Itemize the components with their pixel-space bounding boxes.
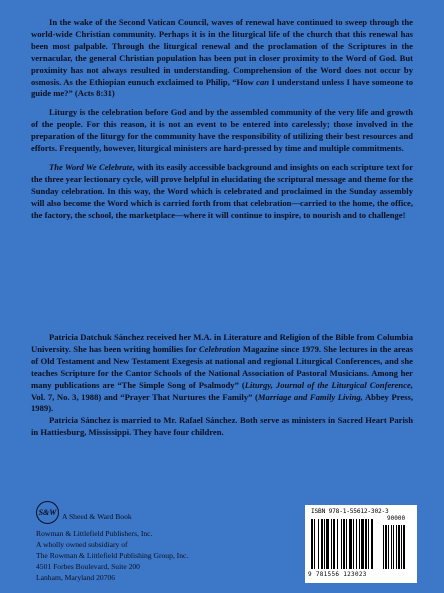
- description-paragraph-2: Liturgy is the celebration before God and by the assembled community of the very life and growth of the people. For this reason, it is not an event to be entered into carelessly; those involved in the preparation of the liturgy for the community have the responsibility of utilizing their best resources and efforts. Frequently, however, liturgical ministers are hard-pressed by time and multiple commitments.: [31, 107, 413, 154]
- description-paragraph-1: [31, 17, 413, 100]
- publisher-city: Lanham, Maryland 20706: [36, 573, 116, 582]
- description-text: I understand unless I have someone to guide me?” (Acts 8:31): [31, 76, 413, 99]
- description-paragraph-3: [31, 162, 413, 222]
- price-code: 90000: [387, 515, 406, 522]
- magazine-title: Celebration: [198, 343, 241, 354]
- publisher-name: Rowman & Littlefield Publishers, Inc.: [36, 529, 153, 538]
- bio-paragraph-1: [31, 332, 413, 415]
- isbn-barcode: [305, 505, 417, 583]
- bio-text: Vol. 7, No. 3, 1988) and “Prayer That Nurtures the Family” (: [31, 391, 258, 402]
- author-bio: [31, 332, 413, 439]
- isbn-text: ISBN 978-1-55612-302-3: [311, 508, 389, 515]
- publisher-first-line: [36, 505, 246, 528]
- imprint-name: A Sheed & Ward Book: [62, 512, 132, 521]
- description-text: In the wake of the Second Vatican Council, waves of renewal have continued to sweep through the world-wide Christian community. Perhaps it is in the liturgical life of the church that this renewal has been most palpable. Through the liturgical renewal and the proclamation of the Scriptures in the vernacular, the general Christian population has been put in closer proximity to the Word of God. But proximity has not always resulted in understanding. Comprehension of the Word does not occur by osmosis. As the Ethiopian eunuch exclaimed to Philip, “How: [31, 17, 413, 87]
- barcode-bars: [311, 519, 411, 571]
- description-text: with its easily accessible background and insights on each scripture text for the three year lectionary cycle, will prove helpful in elucidating the scriptural message and theme for the Sunday celebration. In this way, the Word which is celebrated and proclaimed in the Sunday assembly will also become the Word which is carried forth from that celebration—carried to the home, the office, the factory, the school, the marketplace—where it will continue to inspire, to nourish and to challenge!: [31, 161, 414, 220]
- book-description: [31, 17, 413, 229]
- emphasis-can: can: [256, 76, 270, 87]
- subsidiary-note: A wholly owned subsidiary of: [36, 540, 128, 549]
- bio-text: Magazine since 1979. She lectures in the areas of Old Testament and New Testament Exegesis at national and regional Liturgical Conferences, and she teaches Scripture for the Cantor Schools of the National Association of Pastoral Musicians. Among her many publications are “The Simple Song of Psalmody” (: [31, 343, 414, 390]
- bio-paragraph-2: Patricia Sánchez is married to Mr. Rafael Sánchez. Both serve as ministers in Sacred Heart Parish in Hattiesburg, Mississippi. They have four children.: [31, 415, 413, 438]
- journal-title: Liturgy, Journal of the Liturgical Conference,: [244, 379, 413, 390]
- parent-company: The Rowman & Littlefield Publishing Group, Inc.: [36, 551, 189, 560]
- bio-text: Patricia Datchuk Sánchez received her M.A. in Literature and Religion of the Bible from Columbia University. She has been writing homilies for: [31, 332, 413, 354]
- sheed-ward-logo-icon: S&W: [36, 501, 59, 524]
- publisher-info: [36, 505, 246, 583]
- book-title: The Word We Celebrate,: [49, 161, 136, 172]
- publisher-address: 4501 Forbes Boulevard, Suite 200: [36, 562, 140, 571]
- bio-text: Abbey Press, 1989).: [31, 391, 414, 414]
- magazine-title: Marriage and Family Living,: [257, 391, 363, 402]
- barcode-number: 9 781556 123023: [308, 571, 367, 578]
